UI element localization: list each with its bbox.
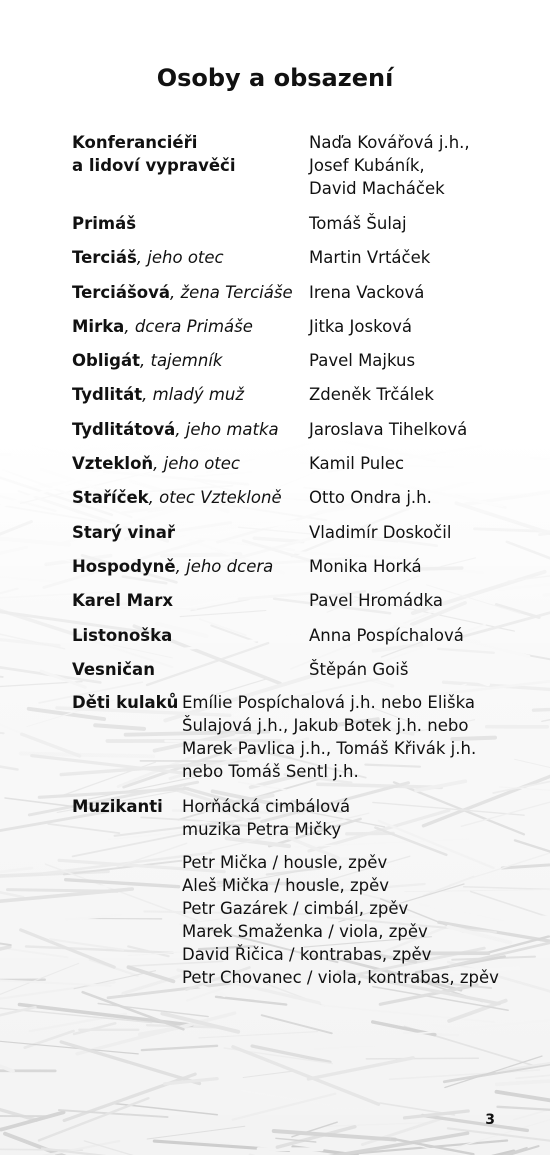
role-name	[72, 315, 307, 338]
role-line	[72, 555, 307, 578]
cast-row	[72, 246, 542, 269]
actor-line: Martin Vrtáček	[309, 248, 431, 268]
actor-name	[309, 131, 542, 200]
musicians-members	[182, 851, 499, 989]
cast-row	[72, 131, 542, 200]
role-description: , jeho dcera	[175, 556, 274, 576]
page-title: Osoby a obsazení	[156, 64, 394, 92]
role-line	[72, 315, 307, 338]
role-name	[72, 383, 307, 406]
role-description: , jeho matka	[175, 419, 279, 439]
musicians-band	[182, 795, 350, 841]
actor-name	[309, 624, 542, 647]
role-line: Starý vinař	[72, 522, 175, 542]
page-number: 3	[485, 1112, 495, 1128]
role-name	[72, 418, 307, 441]
band-line: Horňácká cimbálová	[182, 797, 351, 816]
member-line: Petr Mička / housle, zpěv	[182, 853, 388, 872]
role-description: , otec Vztekloně	[148, 488, 282, 508]
actor-line: Pavel Majkus	[309, 351, 416, 371]
member-line: David Řičica / kontrabas, zpěv	[182, 945, 432, 964]
role-description: , tajemník	[139, 351, 223, 371]
actor-line: Josef Kubáník,	[309, 156, 425, 175]
role-description: , mladý muž	[142, 385, 245, 405]
role-name	[72, 555, 307, 578]
role-name	[72, 349, 307, 372]
actor-line: Anna Pospíchalová	[309, 625, 464, 645]
cast-row	[72, 418, 542, 441]
actor-name	[309, 452, 542, 475]
actor-line: Jaroslava Tihelková	[309, 419, 468, 439]
role-line: Konferanciéři	[72, 133, 198, 152]
actor-line: Irena Vacková	[309, 282, 425, 302]
role-line	[72, 486, 307, 509]
role-name	[72, 131, 307, 177]
role-title: Staříček	[72, 488, 149, 508]
member-line: Marek Smaženka / viola, zpěv	[182, 922, 428, 941]
cast-row	[72, 212, 542, 235]
role-title: Hospodyně	[72, 556, 176, 576]
actor-name	[309, 383, 542, 406]
role-line: a lidoví vypravěči	[72, 156, 236, 175]
actor-line: Otto Ondra j.h.	[309, 488, 432, 508]
cast-row	[72, 383, 542, 406]
actor-line: Jitka Josková	[309, 316, 413, 336]
cast-row	[72, 624, 542, 647]
actor-name	[309, 589, 542, 612]
children-label: Děti kulaků	[72, 693, 179, 712]
role-name	[72, 658, 307, 681]
children-line: Šulajová j.h., Jakub Botek j.h. nebo	[182, 716, 469, 735]
actor-name	[309, 658, 542, 681]
actor-line: Kamil Pulec	[309, 454, 405, 474]
actor-line: David Macháček	[309, 179, 445, 198]
role-name	[72, 452, 307, 475]
role-title: Vztekloň	[72, 454, 154, 474]
cast-row	[72, 486, 542, 509]
cast-row	[72, 349, 542, 372]
actor-line: Tomáš Šulaj	[309, 214, 407, 233]
role-line: Vesničan	[72, 659, 155, 679]
role-name	[72, 281, 307, 304]
role-line	[72, 452, 307, 475]
role-description: , dcera Primáše	[124, 316, 253, 336]
role-name	[72, 212, 307, 235]
actor-line: Pavel Hromádka	[309, 591, 444, 611]
actor-line: Vladimír Doskočil	[309, 522, 452, 542]
children-line: nebo Tomáš Sentl j.h.	[182, 762, 359, 781]
actor-name	[309, 349, 542, 372]
role-name	[72, 246, 307, 269]
role-title: Tydlitát	[72, 385, 143, 405]
role-title: Tydlitátová	[72, 419, 176, 439]
actor-line: Štěpán Goiš	[309, 659, 409, 679]
member-line: Petr Chovanec / viola, kontrabas, zpěv	[182, 968, 499, 987]
role-title: Terciáš	[72, 248, 137, 268]
role-description: , jeho otec	[136, 248, 224, 268]
role-line	[72, 418, 307, 441]
role-description: , jeho otec	[153, 454, 240, 474]
actor-line: Monika Horká	[309, 556, 422, 576]
cast-row	[72, 281, 542, 304]
role-title: Mirka	[72, 316, 125, 336]
cast-row	[72, 589, 542, 612]
role-line	[72, 349, 307, 372]
children-line: Marek Pavlica j.h., Tomáš Křivák j.h.	[182, 739, 477, 758]
actor-name	[309, 486, 542, 509]
role-name	[72, 589, 307, 612]
role-line: Karel Marx	[72, 591, 173, 611]
role-title: Obligát	[72, 351, 140, 371]
actor-name	[309, 521, 542, 544]
role-line: Primáš	[72, 214, 137, 233]
cast-row	[72, 521, 542, 544]
role-name	[72, 521, 307, 544]
member-line: Petr Gazárek / cimbál, zpěv	[182, 899, 409, 918]
cast-row	[72, 555, 542, 578]
band-line: muzika Petra Mičky	[182, 820, 342, 839]
actor-name	[309, 418, 542, 441]
role-name	[72, 624, 307, 647]
actor-line: Zdeněk Trčálek	[309, 385, 434, 405]
cast-list	[72, 131, 542, 692]
member-line: Aleš Mička / housle, zpěv	[182, 876, 390, 895]
role-line	[72, 246, 307, 269]
actor-name	[309, 555, 542, 578]
role-line	[72, 281, 307, 304]
cast-row	[72, 658, 542, 681]
role-line: Listonoška	[72, 625, 173, 645]
role-name	[72, 486, 307, 509]
actor-name	[309, 281, 542, 304]
role-description: , žena Terciáše	[170, 282, 293, 302]
cast-row	[72, 315, 542, 338]
role-line	[72, 383, 307, 406]
cast-row	[72, 452, 542, 475]
children-actors	[182, 691, 476, 783]
actor-name	[309, 315, 542, 338]
role-title: Terciášová	[72, 282, 171, 302]
children-line: Emílie Pospíchalová j.h. nebo Eliška	[182, 693, 475, 712]
actor-name	[309, 212, 542, 235]
actor-name	[309, 246, 542, 269]
musicians-label: Muzikanti	[72, 797, 163, 816]
actor-line: Naďa Kovářová j.h.,	[309, 133, 470, 152]
